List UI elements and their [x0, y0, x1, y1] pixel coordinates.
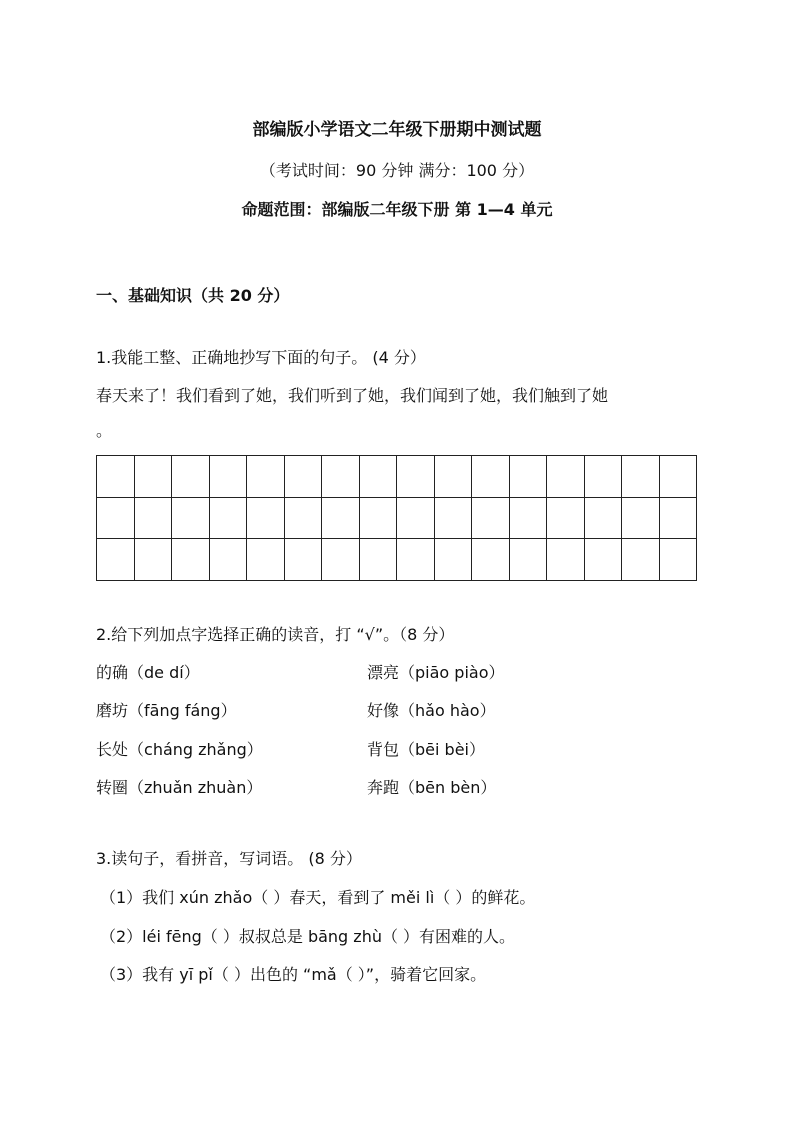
grid-cell[interactable] [472, 497, 510, 539]
question-3-prompt: 3.读句子，看拼音，写词语。 (8 分） [96, 849, 362, 868]
copy-writing-grid[interactable] [96, 455, 697, 581]
question-3-line-1[interactable]: （1）我们 xún zhǎo（ ）春天，看到了 měi lì（ ）的鲜花。 [100, 888, 536, 907]
choice-pinyin: （hǎo hào） [399, 701, 496, 720]
choice-word: 好像 [367, 701, 400, 720]
grid-cell[interactable] [434, 539, 472, 581]
choice-word: 漂亮 [367, 663, 400, 682]
grid-cell[interactable] [134, 456, 172, 498]
pinyin-choice-item[interactable] [367, 777, 496, 799]
choice-word: 转圈 [96, 778, 129, 797]
pinyin-choice-item[interactable] [367, 739, 485, 761]
grid-cell[interactable] [659, 456, 697, 498]
choice-word: 长处 [96, 740, 129, 759]
question-1-prompt: 1.我能工整、正确地抄写下面的句子。 (4 分） [96, 348, 426, 367]
exam-subtitle: （考试时间：90 分钟 满分：100 分） [259, 161, 535, 180]
grid-row [97, 539, 697, 581]
grid-cell[interactable] [547, 456, 585, 498]
question-3-line-3[interactable]: （3）我有 yī pǐ（ ）出色的 “mǎ（ ）”，骑着它回家。 [100, 965, 487, 984]
grid-cell[interactable] [322, 456, 360, 498]
grid-cell[interactable] [509, 456, 547, 498]
grid-cell[interactable] [472, 539, 510, 581]
grid-row [97, 456, 697, 498]
grid-cell[interactable] [247, 539, 285, 581]
grid-cell[interactable] [359, 497, 397, 539]
pinyin-choice-item[interactable] [96, 739, 263, 761]
grid-cell[interactable] [359, 456, 397, 498]
grid-cell[interactable] [172, 497, 210, 539]
grid-cell[interactable] [209, 539, 247, 581]
choice-word: 背包 [367, 740, 400, 759]
grid-cell[interactable] [584, 539, 622, 581]
choice-pinyin: （cháng zhǎng） [128, 740, 263, 759]
grid-cell[interactable] [134, 539, 172, 581]
grid-cell[interactable] [434, 497, 472, 539]
question-3-line-2[interactable]: （2）léi fēng（ ）叔叔总是 bāng zhù（ ）有困难的人。 [100, 927, 516, 946]
grid-cell[interactable] [172, 456, 210, 498]
grid-cell[interactable] [284, 497, 322, 539]
section-heading: 一、基础知识（共 20 分） [96, 286, 290, 305]
pinyin-choice-item[interactable] [96, 662, 200, 684]
pinyin-choice-item[interactable] [367, 662, 505, 684]
choice-pinyin: （zhuǎn zhuàn） [128, 778, 263, 797]
pinyin-choice-item[interactable] [96, 777, 262, 799]
grid-cell[interactable] [397, 456, 435, 498]
grid-cell[interactable] [434, 456, 472, 498]
grid-cell[interactable] [584, 497, 622, 539]
choice-pinyin: （bēn bèn） [399, 778, 497, 797]
exam-scope: 命题范围：部编版二年级下册 第 1—4 单元 [241, 200, 553, 219]
choice-pinyin: （bēi bèi） [399, 740, 485, 759]
choice-pinyin: （fāng fáng） [128, 701, 237, 720]
question-2-prompt: 2.给下列加点字选择正确的读音，打 “√”。（8 分） [96, 625, 455, 644]
grid-cell[interactable] [622, 539, 660, 581]
grid-cell[interactable] [134, 497, 172, 539]
grid-cell[interactable] [472, 456, 510, 498]
choice-word: 的确 [96, 663, 129, 682]
choice-word: 奔跑 [367, 778, 400, 797]
grid-cell[interactable] [659, 539, 697, 581]
grid-cell[interactable] [247, 497, 285, 539]
grid-row [97, 497, 697, 539]
choice-pinyin: （de dí） [128, 663, 200, 682]
grid-cell[interactable] [97, 497, 135, 539]
grid-cell[interactable] [97, 539, 135, 581]
grid-cell[interactable] [509, 539, 547, 581]
grid-cell[interactable] [622, 497, 660, 539]
question-1-sentence: 春天来了！我们看到了她，我们听到了她，我们闻到了她，我们触到了她 [96, 386, 609, 405]
grid-cell[interactable] [97, 456, 135, 498]
grid-cell[interactable] [172, 539, 210, 581]
pinyin-choice-item[interactable] [96, 700, 237, 722]
grid-cell[interactable] [322, 539, 360, 581]
grid-cell[interactable] [359, 539, 397, 581]
grid-cell[interactable] [397, 539, 435, 581]
grid-cell[interactable] [509, 497, 547, 539]
question-1-sentence-end: 。 [96, 421, 113, 440]
grid-cell[interactable] [659, 497, 697, 539]
choice-pinyin: （piāo piào） [399, 663, 505, 682]
grid-cell[interactable] [547, 497, 585, 539]
grid-cell[interactable] [622, 456, 660, 498]
choice-word: 磨坊 [96, 701, 129, 720]
grid-cell[interactable] [209, 497, 247, 539]
grid-cell[interactable] [284, 539, 322, 581]
grid-cell[interactable] [547, 539, 585, 581]
grid-cell[interactable] [247, 456, 285, 498]
grid-cell[interactable] [322, 497, 360, 539]
exam-title: 部编版小学语文二年级下册期中测试题 [252, 120, 542, 140]
grid-cell[interactable] [284, 456, 322, 498]
grid-cell[interactable] [584, 456, 622, 498]
grid-cell[interactable] [209, 456, 247, 498]
pinyin-choice-item[interactable] [367, 700, 496, 722]
grid-cell[interactable] [397, 497, 435, 539]
